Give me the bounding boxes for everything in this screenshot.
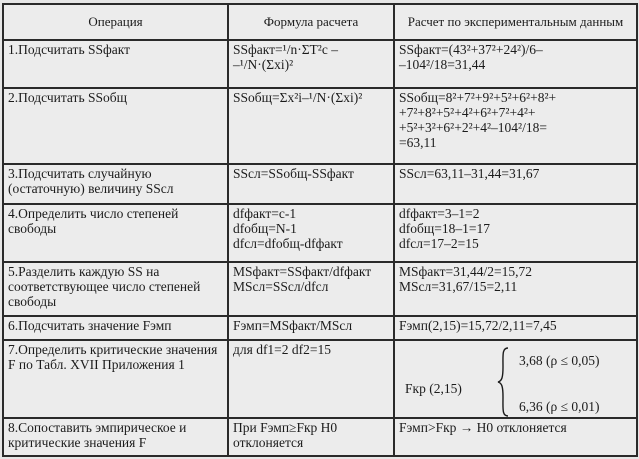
formula-line: MSсл=SSсл/dfсл — [233, 279, 329, 294]
calc-line: dfсл=17–2=15 — [399, 236, 479, 251]
calc-line: –104²/18=31,44 — [399, 57, 486, 72]
header-formula: Формула расчета — [228, 4, 394, 40]
op-cell — [3, 262, 228, 316]
calc-line: SSфакт=(43²+37²+24²)/6– — [399, 42, 543, 57]
calc-line: MSфакт=31,44/2=15,72 — [399, 264, 533, 279]
calc-line: =63,11 — [399, 135, 437, 150]
op-cell — [3, 340, 228, 418]
calc-line: SSобщ=8²+7²+9²+5²+6²+8²+ — [399, 90, 557, 105]
header-row — [3, 4, 637, 40]
formula-line: dfсл=dfобщ-dfфакт — [233, 236, 343, 251]
formula-line: Fэмп=MSфакт/MSсл — [233, 318, 353, 333]
formula-line: для df1=2 df2=15 — [233, 342, 332, 357]
op-cell — [3, 418, 228, 456]
f-critical-value: 3,68 (ρ ≤ 0,05) — [519, 353, 600, 368]
formula-cell — [228, 88, 394, 164]
calc-line: +5²+3²+6²+2²+4²–104²/18= — [399, 120, 547, 135]
op-text: 1.Подсчитать SSфакт — [8, 42, 131, 57]
table-row — [3, 418, 637, 456]
table-row — [3, 340, 637, 418]
calc-cell — [394, 88, 637, 164]
op-cell — [3, 164, 228, 204]
header-operation: Операция — [3, 4, 228, 40]
calc-cell — [394, 204, 637, 262]
f-critical-label: Fкр (2,15) — [405, 381, 462, 396]
formula-line: dfобщ=N-1 — [233, 221, 297, 236]
table-row — [3, 316, 637, 340]
formula-cell — [228, 262, 394, 316]
table-row — [3, 164, 637, 204]
curly-brace-icon — [497, 347, 509, 417]
table-row — [3, 262, 637, 316]
formula-line: –¹/N·(Σxi)² — [233, 57, 294, 72]
op-text: 5.Разделить каждую SS на соответствующее число степеней свободы — [8, 264, 201, 309]
calc-cell — [394, 40, 637, 88]
formula-cell — [228, 316, 394, 340]
calc-line: dfфакт=3–1=2 — [399, 206, 480, 221]
calc-line: dfобщ=18–1=17 — [399, 221, 490, 236]
calc-line: Fэмп>Fкр → H0 отклоняется — [399, 420, 567, 435]
calc-cell — [394, 340, 637, 418]
table-row — [3, 88, 637, 164]
formula-cell — [228, 340, 394, 418]
op-text: 8.Сопоставить эмпирическое и критические значения F — [8, 420, 187, 450]
formula-cell — [228, 204, 394, 262]
calc-cell — [394, 164, 637, 204]
formula-line: SSобщ=Σx²i–¹/N·(Σxi)² — [233, 90, 363, 105]
calc-cell — [394, 418, 637, 456]
formula-cell — [228, 418, 394, 456]
calc-line: MSсл=31,67/15=2,11 — [399, 279, 518, 294]
header-calculation: Расчет по экспериментальным данным — [394, 4, 637, 40]
calc-line: +7²+8²+5²+4²+6²+7²+4²+ — [399, 105, 536, 120]
table-row — [3, 40, 637, 88]
op-text: 2.Подсчитать SSобщ — [8, 90, 128, 105]
formula-line: При Fэмп≥Fкр H0 отклоняется — [233, 420, 338, 450]
op-text: 7.Определить критические значения F по Табл. XVII Приложения 1 — [8, 342, 218, 372]
op-text: 3.Подсчитать случайную (остаточную) величину SSсл — [8, 166, 174, 196]
f-critical-value: 6,36 (ρ ≤ 0,01) — [519, 399, 600, 414]
formula-line: dfфакт=c-1 — [233, 206, 297, 221]
calc-line: SSсл=63,11–31,44=31,67 — [399, 166, 540, 181]
op-cell — [3, 88, 228, 164]
calc-cell — [394, 262, 637, 316]
calc-line: Fэмп(2,15)=15,72/2,11=7,45 — [399, 318, 557, 333]
formula-cell — [228, 164, 394, 204]
op-cell — [3, 40, 228, 88]
op-cell — [3, 204, 228, 262]
op-cell — [3, 316, 228, 340]
op-text: 6.Подсчитать значение Fэмп — [8, 318, 172, 333]
formula-cell — [228, 40, 394, 88]
table-row — [3, 204, 637, 262]
op-text: 4.Определить число степеней свободы — [8, 206, 179, 236]
formula-line: SSфакт=¹/n·ΣT²c – — [233, 42, 338, 57]
formula-line: MSфакт=SSфакт/dfфакт — [233, 264, 372, 279]
calc-cell — [394, 316, 637, 340]
formula-line: SSсл=SSобщ-SSфакт — [233, 166, 354, 181]
anova-steps-table — [2, 3, 638, 457]
